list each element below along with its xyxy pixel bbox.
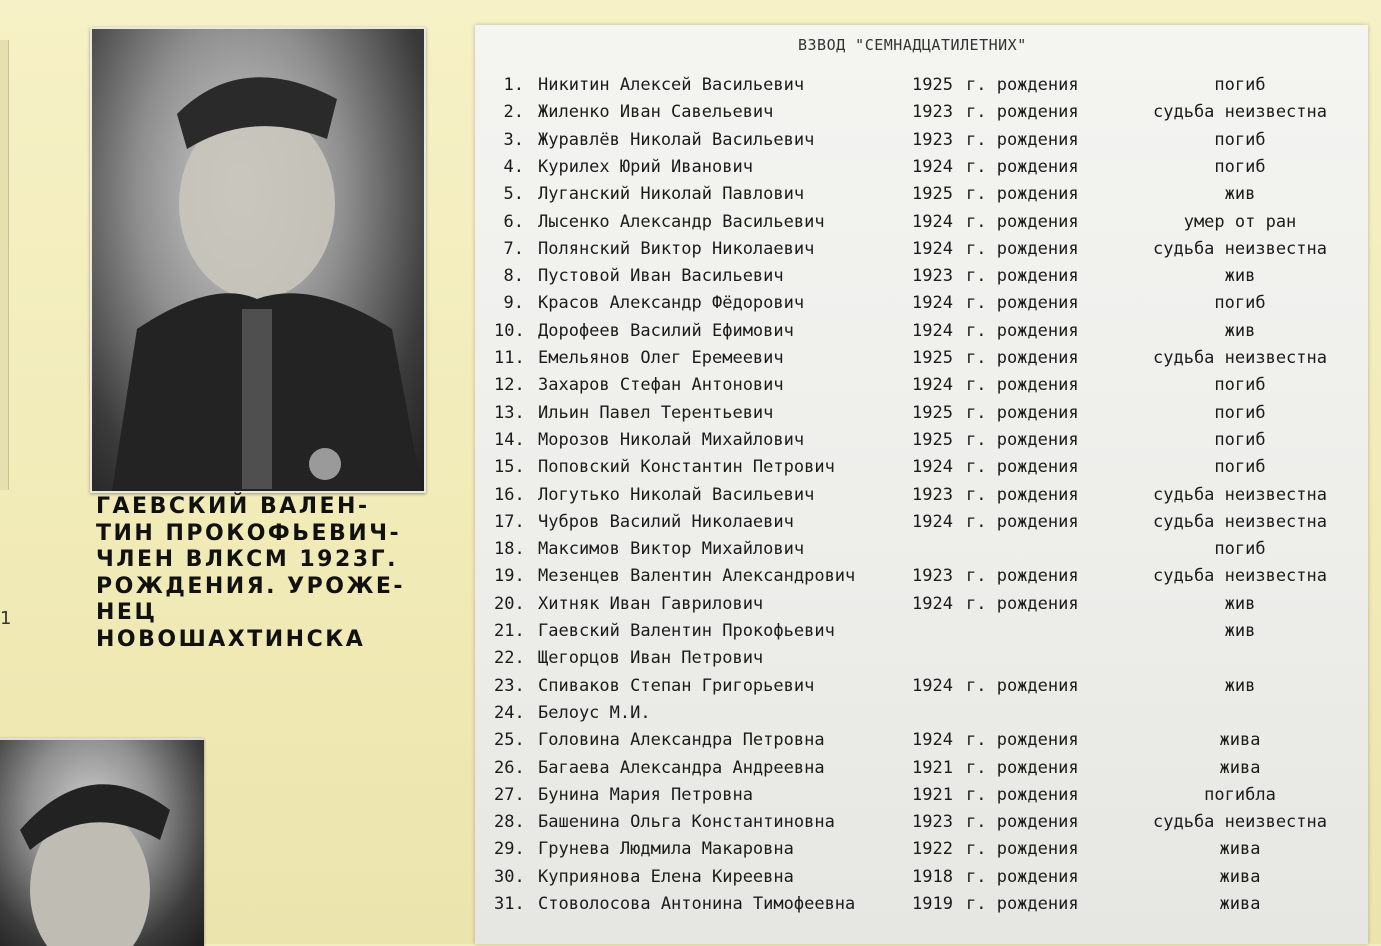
roster-name: Поповский Константин Петрович bbox=[538, 457, 835, 478]
portrait-illustration-2 bbox=[0, 740, 204, 946]
roster-birth-label: г. рождения bbox=[966, 429, 1079, 450]
roster-status: судьба неизвестна bbox=[1153, 484, 1327, 505]
roster-birth-label: г. рождения bbox=[966, 320, 1079, 341]
roster-birth-label: г. рождения bbox=[966, 675, 1079, 696]
roster-name: Ильин Павел Терентьевич bbox=[538, 402, 774, 423]
roster-name: Мезенцев Валентин Александрович bbox=[538, 566, 856, 587]
roster-name: Морозов Николай Михайлович bbox=[538, 429, 805, 450]
roster-name: Куприянова Елена Киреевна bbox=[538, 866, 794, 887]
soldier-portrait-photo bbox=[90, 27, 426, 493]
roster-birth-year: 1924 bbox=[912, 375, 953, 396]
roster-birth-label: г. рождения bbox=[966, 757, 1079, 778]
roster-status: жив bbox=[1224, 593, 1256, 614]
adjacent-panel-edge bbox=[0, 40, 9, 490]
roster-status: погибла bbox=[1204, 784, 1276, 805]
roster-birth-year: 1923 bbox=[912, 566, 953, 587]
roster-number: 9. bbox=[503, 293, 524, 314]
roster-name: Захаров Стефан Антонович bbox=[538, 375, 784, 396]
roster-birth-year: 1924 bbox=[912, 675, 953, 696]
roster-birth-label: г. рождения bbox=[966, 293, 1079, 314]
roster-birth-year: 1924 bbox=[912, 593, 953, 614]
roster-name: Полянский Виктор Николаевич bbox=[538, 238, 815, 259]
portrait-illustration bbox=[92, 29, 424, 491]
roster-name: Красов Александр Фёдорович bbox=[538, 293, 805, 314]
roster-name: Емельянов Олег Еремеевич bbox=[538, 348, 784, 368]
roster-number: 6. bbox=[503, 211, 524, 232]
roster-birth-label: г. рождения bbox=[966, 238, 1079, 259]
roster-name: Никитин Алексей Васильевич bbox=[538, 75, 805, 95]
roster-number: 23. bbox=[494, 675, 525, 696]
roster-status: жива bbox=[1219, 757, 1261, 778]
roster-status: погиб bbox=[1214, 129, 1266, 150]
roster-number: 10. bbox=[494, 320, 525, 341]
roster-number: 11. bbox=[494, 348, 525, 368]
roster-status: погиб bbox=[1214, 429, 1266, 450]
roster-number: 27. bbox=[494, 784, 525, 805]
roster-birth-year: 1919 bbox=[912, 894, 953, 914]
roster-number: 2. bbox=[503, 102, 524, 123]
edge-mark: 1 bbox=[0, 608, 12, 629]
roster-birth-year: 1921 bbox=[912, 784, 953, 805]
roster-status: погиб bbox=[1214, 402, 1266, 423]
roster-birth-year: 1923 bbox=[912, 266, 953, 287]
roster-name: Жиленко Иван Савельевич bbox=[538, 102, 774, 123]
roster-birth-year: 1924 bbox=[912, 156, 953, 177]
roster-birth-label: г. рождения bbox=[966, 784, 1079, 805]
roster-birth-year: 1922 bbox=[912, 839, 953, 860]
roster-birth-year: 1925 bbox=[912, 348, 953, 368]
roster-birth-year: 1923 bbox=[912, 484, 953, 505]
roster-number: 26. bbox=[494, 757, 525, 778]
roster-name: Щегорцов Иван Петрович bbox=[538, 648, 764, 669]
roster-status: судьба неизвестна bbox=[1153, 511, 1327, 532]
roster-birth-label: г. рождения bbox=[966, 211, 1079, 232]
roster-birth-label: г. рождения bbox=[966, 866, 1079, 887]
roster-number: 16. bbox=[494, 484, 525, 505]
roster-status: жив bbox=[1224, 621, 1256, 641]
roster-status: погиб bbox=[1214, 457, 1266, 478]
roster-name: Грунева Людмила Макаровна bbox=[538, 839, 794, 860]
roster-status: погиб bbox=[1214, 75, 1266, 95]
roster-name: Чубров Василий Николаевич bbox=[538, 511, 794, 532]
roster-birth-label: г. рождения bbox=[966, 730, 1079, 751]
roster-birth-label: г. рождения bbox=[966, 156, 1079, 177]
roster-number: 24. bbox=[494, 702, 525, 723]
roster-name: Бунина Мария Петровна bbox=[538, 784, 753, 805]
roster-name: Головина Александра Петровна bbox=[538, 730, 825, 751]
roster-birth-label: г. рождения bbox=[966, 266, 1079, 287]
roster-status: судьба неизвестна bbox=[1153, 102, 1327, 123]
roster-number: 12. bbox=[494, 375, 525, 396]
roster-status: погиб bbox=[1214, 156, 1266, 177]
roster-birth-year: 1925 bbox=[912, 402, 953, 423]
roster-status: жив bbox=[1224, 184, 1256, 205]
roster-number: 5. bbox=[503, 184, 524, 205]
roster-name: Дорофеев Василий Ефимович bbox=[538, 320, 794, 341]
roster-birth-label: г. рождения bbox=[966, 457, 1079, 478]
roster-title: ВЗВОД "СЕМНАДЦАТИЛЕТНИХ" bbox=[798, 36, 1027, 54]
roster-status: судьба неизвестна bbox=[1153, 238, 1327, 259]
roster-birth-year: 1924 bbox=[912, 320, 953, 341]
roster-birth-label: г. рождения bbox=[966, 348, 1079, 368]
roster-number: 4. bbox=[503, 156, 524, 177]
roster-birth-year: 1924 bbox=[912, 238, 953, 259]
roster-name: Хитняк Иван Гаврилович bbox=[538, 593, 764, 614]
roster-status: судьба неизвестна bbox=[1153, 566, 1327, 587]
roster-status: погиб bbox=[1214, 375, 1266, 396]
roster-name: Багаева Александра Андреевна bbox=[538, 757, 825, 778]
roster-status: умер от ран bbox=[1183, 211, 1297, 232]
portrait-caption: ГАЕВСКИЙ ВАЛЕН- ТИН ПРОКОФЬЕВИЧ- ЧЛЕН ВЛКСМ 1923Г. РОЖДЕНИЯ. УРОЖЕ- НЕЦ НОВОШАХТИНСКА bbox=[96, 494, 406, 652]
roster-birth-year: 1924 bbox=[912, 211, 953, 232]
roster-name: Гаевский Валентин Прокофьевич bbox=[538, 621, 835, 641]
roster-number: 29. bbox=[494, 839, 525, 860]
roster-birth-label: г. рождения bbox=[966, 129, 1079, 150]
roster-status: жив bbox=[1224, 266, 1256, 287]
roster-name: Лысенко Александр Васильевич bbox=[538, 211, 825, 232]
roster-name: Стоволосова Антонина Тимофеевна bbox=[538, 894, 856, 914]
roster-birth-year: 1925 bbox=[912, 184, 953, 205]
roster-birth-year: 1924 bbox=[912, 457, 953, 478]
roster-number: 28. bbox=[494, 812, 525, 833]
roster-number: 22. bbox=[494, 648, 525, 669]
roster-status: погиб bbox=[1214, 293, 1266, 314]
roster-status: судьба неизвестна bbox=[1153, 812, 1327, 833]
roster-status: судьба неизвестна bbox=[1153, 348, 1327, 368]
roster-birth-label: г. рождения bbox=[966, 511, 1079, 532]
roster-number: 7. bbox=[503, 238, 524, 259]
roster-birth-year: 1925 bbox=[912, 75, 953, 95]
roster-birth-label: г. рождения bbox=[966, 484, 1079, 505]
roster-name: Курилех Юрий Иванович bbox=[538, 156, 753, 177]
roster-birth-label: г. рождения bbox=[966, 812, 1079, 833]
roster-number: 3. bbox=[503, 129, 524, 150]
roster-name: Белоус М.И. bbox=[538, 702, 651, 723]
roster-status: жива bbox=[1219, 866, 1261, 887]
roster-number: 19. bbox=[494, 566, 525, 587]
roster-number: 21. bbox=[494, 621, 525, 641]
roster-birth-year: 1923 bbox=[912, 129, 953, 150]
roster-number: 18. bbox=[494, 539, 525, 560]
roster-birth-year: 1924 bbox=[912, 293, 953, 314]
roster-name: Журавлёв Николай Васильевич bbox=[538, 129, 815, 150]
roster-name: Спиваков Степан Григорьевич bbox=[538, 675, 815, 696]
roster-name: Логутько Николай Васильевич bbox=[538, 484, 815, 505]
roster-birth-label: г. рождения bbox=[966, 375, 1079, 396]
roster-birth-label: г. рождения bbox=[966, 894, 1079, 914]
roster-number: 8. bbox=[503, 266, 524, 287]
roster-status: жива bbox=[1219, 894, 1261, 914]
roster-status: погиб bbox=[1214, 539, 1266, 560]
roster-birth-label: г. рождения bbox=[966, 402, 1079, 423]
roster-birth-year: 1924 bbox=[912, 730, 953, 751]
roster-number: 17. bbox=[494, 511, 525, 532]
roster-birth-year: 1925 bbox=[912, 429, 953, 450]
roster-birth-year: 1921 bbox=[912, 757, 953, 778]
roster-birth-year: 1923 bbox=[912, 812, 953, 833]
roster-number: 15. bbox=[494, 457, 525, 478]
roster-number: 31. bbox=[494, 894, 525, 914]
roster-number: 30. bbox=[494, 866, 525, 887]
roster-number: 14. bbox=[494, 429, 525, 450]
roster-number: 25. bbox=[494, 730, 525, 751]
roster-birth-year: 1918 bbox=[912, 866, 953, 887]
roster-name: Максимов Виктор Михайлович bbox=[538, 539, 805, 560]
roster-birth-label: г. рождения bbox=[966, 184, 1079, 205]
roster-birth-label: г. рождения bbox=[966, 102, 1079, 123]
roster-number: 1. bbox=[503, 75, 524, 95]
roster-birth-label: г. рождения bbox=[966, 566, 1079, 587]
roster-name: Пустовой Иван Васильевич bbox=[538, 266, 784, 287]
roster-birth-year: 1923 bbox=[912, 102, 953, 123]
roster-status: жив bbox=[1224, 320, 1256, 341]
roster-name: Луганский Николай Павлович bbox=[538, 184, 805, 205]
roster-birth-label: г. рождения bbox=[966, 839, 1079, 860]
roster-status: жива bbox=[1219, 839, 1261, 860]
roster-status: жива bbox=[1219, 730, 1261, 751]
roster-birth-label: г. рождения bbox=[966, 75, 1079, 95]
roster-birth-label: г. рождения bbox=[966, 593, 1079, 614]
roster-birth-year: 1924 bbox=[912, 511, 953, 532]
roster-status: жив bbox=[1224, 675, 1256, 696]
roster-number: 20. bbox=[494, 593, 525, 614]
roster-number: 13. bbox=[494, 402, 525, 423]
second-soldier-portrait-photo bbox=[0, 738, 204, 946]
roster-name: Башенина Ольга Константиновна bbox=[538, 812, 835, 833]
